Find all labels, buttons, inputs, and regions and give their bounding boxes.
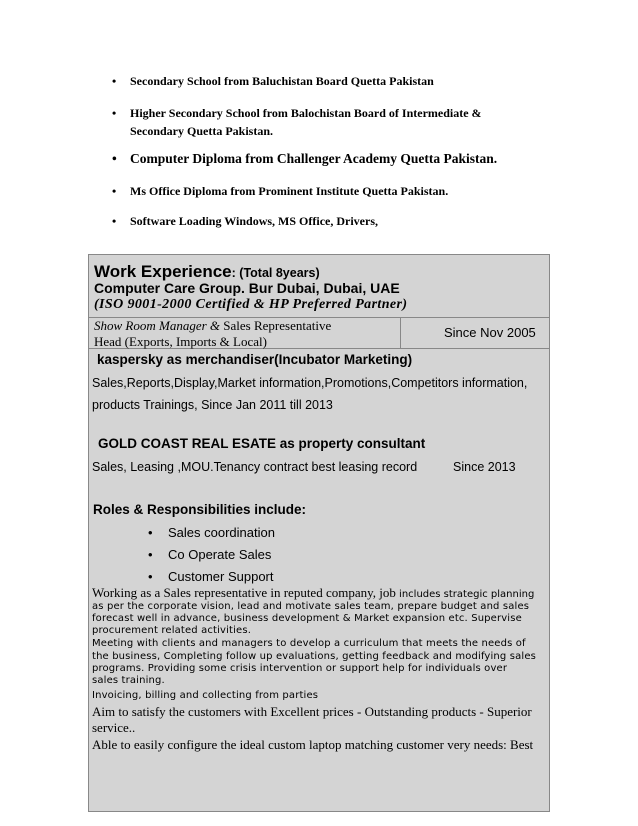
paragraph-line: forecast well in advance, business development & Market expansion etc. Supervise (92, 613, 522, 624)
paragraph-line: Meeting with clients and managers to develop a curriculum that meets the needs of (92, 638, 526, 649)
paragraph-line: Aim to satisfy the customers with Excellent prices - Outstanding products - Superior (92, 704, 532, 719)
role-since: Since Nov 2005 (444, 325, 536, 340)
roles-item-text: Co Operate Sales (168, 547, 272, 562)
paragraph-line: procurement related activities. (92, 625, 252, 636)
education-item (112, 182, 532, 200)
company-certification: (ISO 9001-2000 Certified & HP Preferred Partner) (94, 297, 408, 312)
goldcoast-heading: GOLD COAST REAL ESATE as property consultant (98, 436, 426, 451)
kaspersky-line: products Trainings, Since Jan 2011 till 2013 (92, 398, 333, 412)
paragraph-line: Invoicing, billing and collecting from parties (92, 690, 319, 701)
divider (549, 254, 550, 812)
divider (88, 811, 550, 812)
role-title (94, 318, 394, 350)
role-italic: Show Room Manager & (94, 318, 221, 333)
roles-item (148, 525, 275, 540)
role-rest: Sales Representative (220, 318, 332, 333)
roles-heading: Roles & Responsibilities include: (93, 502, 307, 517)
role-line2: Head (Exports, Imports & Local) (94, 334, 267, 349)
education-item (112, 212, 532, 230)
work-title-text: Work Experience (94, 262, 232, 281)
paragraph-line: service.. (92, 720, 136, 735)
bullet-icon: • (112, 151, 117, 166)
education-item (112, 72, 532, 90)
education-item (112, 150, 532, 168)
goldcoast-since: Since 2013 (453, 460, 516, 474)
divider (88, 254, 89, 812)
paragraph-line: the business, Completing follow up evaluations, getting feedback and modifying sales (92, 651, 536, 662)
education-text: Secondary School from Baluchistan Board Quetta Pakistan (130, 74, 434, 88)
bullet-icon: • (112, 184, 117, 198)
education-text: Computer Diploma from Challenger Academy Quetta Pakistan. (130, 151, 498, 166)
paragraph-1-serif: Working as a Sales representative in reputed company, job (92, 585, 396, 600)
education-text: Software Loading Windows, MS Office, Drivers, (130, 214, 378, 228)
roles-item (148, 569, 274, 584)
divider (88, 254, 550, 255)
work-experience-title (94, 262, 320, 282)
company-name: Computer Care Group. Bur Dubai, Dubai, UAE (94, 280, 400, 296)
goldcoast-line: Sales, Leasing ,MOU.Tenancy contract best leasing record (92, 460, 418, 474)
bullet-icon: • (112, 74, 117, 88)
roles-item-text: Customer Support (168, 569, 274, 584)
bullet-icon: • (112, 106, 117, 120)
education-text: Higher Secondary School from Balochistan Board of Intermediate & Secondary Quetta Pakistan. (130, 106, 482, 138)
paragraph-line: sales training. (92, 675, 165, 686)
paragraph-line: Able to easily configure the ideal custom laptop matching customer very needs: Best (92, 737, 534, 752)
paragraph-line: programs. Providing some crisis intervention or support help for individuals over (92, 663, 508, 674)
bullet-icon: • (148, 569, 153, 584)
paragraph-line: as per the corporate vision, lead and motivate sales team, prepare budget and sales (92, 601, 530, 612)
kaspersky-line: Sales,Reports,Display,Market information,Promotions,Competitors information, (92, 376, 528, 390)
bullet-icon: • (148, 547, 153, 562)
bullet-icon: • (148, 525, 153, 540)
work-total-text: : (Total 8years) (231, 266, 320, 280)
education-item (112, 104, 532, 140)
roles-item (148, 547, 271, 562)
roles-item-text: Sales coordination (168, 525, 275, 540)
paragraph-1-lead (92, 585, 547, 602)
education-text: Ms Office Diploma from Prominent Institute Quetta Pakistan. (130, 184, 449, 198)
divider (400, 317, 401, 348)
paragraph-1-rest: includes strategic planning (395, 589, 535, 600)
kaspersky-heading: kaspersky as merchandiser(Incubator Marketing) (97, 352, 413, 367)
bullet-icon: • (112, 214, 117, 228)
